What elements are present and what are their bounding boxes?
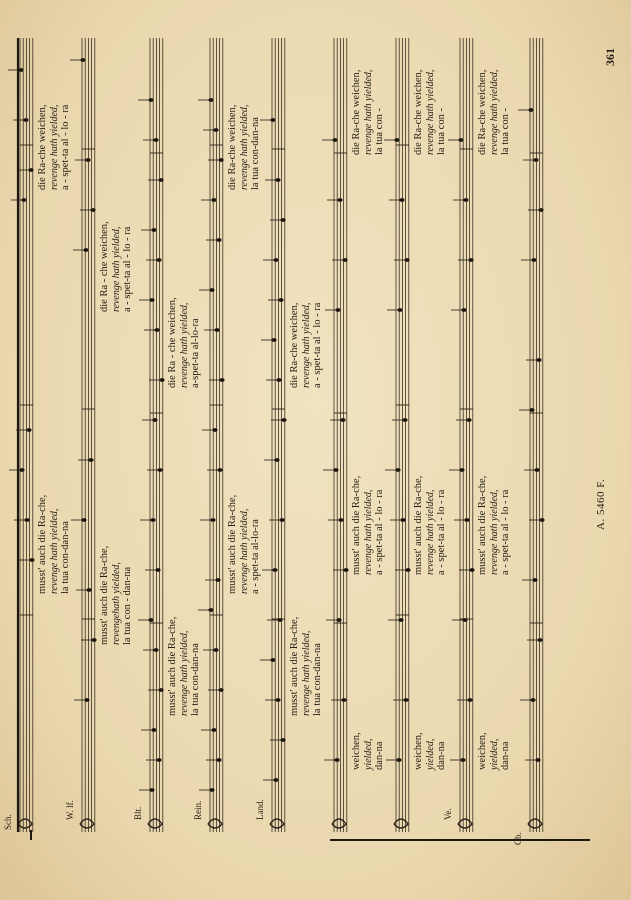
note-head [272, 568, 277, 572]
lyric-line: musst' auch die Ra-che, [351, 475, 362, 575]
note-head [81, 518, 86, 522]
note-head [26, 428, 31, 432]
note-head [464, 518, 469, 522]
note-head [270, 658, 275, 662]
lyric-line: revenge hath yielded, [362, 489, 374, 575]
note-head [531, 258, 536, 262]
note-head [86, 588, 91, 592]
note-head [462, 618, 467, 622]
note-head [23, 118, 28, 122]
note-head [216, 758, 221, 762]
note-head [469, 568, 474, 572]
lyric-line: die Ra-che weichen, [227, 104, 238, 190]
page-number: 361 [603, 48, 617, 66]
note-head [29, 558, 34, 562]
note-head [18, 68, 23, 72]
lyric-line: musst' auch die Ra-che, [477, 475, 488, 575]
note-head [394, 138, 399, 142]
lyric-line: revenge hath yielded, [110, 226, 122, 312]
instrument-label: Blt. [133, 806, 143, 820]
lyric-line: a-spet-ta al-lo-ra [190, 318, 201, 388]
lyric-line: yielded, [488, 738, 500, 770]
note-head [216, 238, 221, 242]
note-head [212, 428, 217, 432]
note-head [157, 468, 162, 472]
note-head [276, 378, 281, 382]
note-head [214, 328, 219, 332]
lyric-line: musst' auch die Ra-che, [227, 494, 238, 594]
lyric-line: die Ra-che weichen, [37, 104, 48, 190]
lyric-line: die Ra-che weichen, [477, 69, 488, 155]
note-head [273, 778, 278, 782]
lyric-line: musst' auch die Ra-che, [37, 494, 48, 594]
lyric-line: revenge hath yielded, [238, 104, 250, 190]
instrument-label: Ve. [443, 808, 453, 820]
note-head [155, 568, 160, 572]
lyric-line: revenge hath yielded, [178, 630, 190, 716]
note-head [85, 158, 90, 162]
note-head [333, 468, 338, 472]
note-head [156, 758, 161, 762]
lyric-line: la tua con-dan-na [312, 643, 323, 716]
note-head [342, 258, 347, 262]
note-head [404, 258, 409, 262]
note-head [468, 258, 473, 262]
note-head [402, 418, 407, 422]
note-head [536, 358, 541, 362]
note-head [151, 228, 156, 232]
note-head [539, 518, 544, 522]
note-head [278, 298, 283, 302]
note-head [153, 138, 158, 142]
note-head [340, 418, 345, 422]
lyric-line: la tua con - [500, 108, 511, 155]
instrument-label: W. lf. [65, 800, 75, 820]
note-head [91, 638, 96, 642]
note-head [19, 468, 24, 472]
note-head [210, 518, 215, 522]
note-head [403, 698, 408, 702]
note-head [88, 458, 93, 462]
lyric-line: dan-na [374, 741, 385, 770]
note-head [537, 638, 542, 642]
note-head [273, 258, 278, 262]
lyric-line: revenge hath yielded, [424, 69, 436, 155]
lyric-line: la tua con-dan-na [250, 117, 261, 190]
note-head [281, 418, 286, 422]
note-head [211, 198, 216, 202]
note-head [83, 248, 88, 252]
note-head [271, 338, 276, 342]
note-head [459, 468, 464, 472]
lyric-line: die Ra - che weichen, [167, 297, 178, 388]
note-head [528, 108, 533, 112]
note-head [399, 198, 404, 202]
plate-number: A. 5460 F. [595, 478, 607, 530]
lyric-line: a - spet-ta al - lo - ra [60, 104, 71, 190]
note-head [466, 418, 471, 422]
note-head [397, 308, 402, 312]
lyric-line: musst' auch die Ra-che, [413, 475, 424, 575]
note-head [158, 688, 163, 692]
note-head [218, 688, 223, 692]
note-head [343, 568, 348, 572]
lyric-line: weichen, [477, 732, 488, 770]
note-head [280, 218, 285, 222]
lyric-line: weichen, [351, 732, 362, 770]
note-head [335, 308, 340, 312]
note-head [398, 618, 403, 622]
instrument-label: Rein. [193, 800, 203, 820]
lyric-line: dan-na [500, 741, 511, 770]
note-head [219, 378, 224, 382]
note-head [149, 788, 154, 792]
note-head [395, 468, 400, 472]
note-head [461, 308, 466, 312]
lyric-line: a - spet-ta al - lo - ra [436, 489, 447, 575]
note-head [213, 648, 218, 652]
note-head [532, 578, 537, 582]
note-head [534, 468, 539, 472]
lyric-line: musst' auch die Ra-che, [289, 616, 300, 716]
lyric-line: la tua con-dan-na [60, 521, 71, 594]
lyric-line: revengehath yielded, [110, 562, 122, 645]
note-head [458, 138, 463, 142]
note-head [209, 288, 214, 292]
note-head [529, 408, 534, 412]
note-head [24, 518, 29, 522]
note-head [149, 298, 154, 302]
note-head [334, 758, 339, 762]
note-head [208, 608, 213, 612]
lyric-line: revenge hath yielded, [362, 69, 374, 155]
lyric-line: a - spet-ta al - lo - ra [122, 226, 133, 312]
note-head [213, 128, 218, 132]
lyric-line: revenge hath yielded, [300, 630, 312, 716]
lyric-line: revenge hath yielded, [238, 508, 250, 594]
note-head [530, 698, 535, 702]
lyric-line: a - spet-ta al - lo - ra [500, 489, 511, 575]
note-head [405, 568, 410, 572]
lyric-line: die Ra-che weichen, [289, 302, 300, 388]
note-head [279, 518, 284, 522]
lyric-line: revenge hath yielded, [488, 489, 500, 575]
lyric-line: a - spet-ta al-lo-ra [250, 519, 261, 594]
note-head [460, 758, 465, 762]
note-head [538, 208, 543, 212]
lyric-line: revenge hath yielded, [300, 302, 312, 388]
note-head [336, 618, 341, 622]
note-head [338, 518, 343, 522]
instrument-label: Land. [255, 799, 265, 820]
note-head [277, 618, 282, 622]
note-head [28, 168, 33, 172]
note-head [151, 728, 156, 732]
note-head [337, 198, 342, 202]
note-head [215, 578, 220, 582]
note-head [270, 118, 275, 122]
lyric-line: revenge hath yielded, [48, 104, 60, 190]
note-head [208, 98, 213, 102]
note-head [341, 698, 346, 702]
note-head [159, 378, 164, 382]
lyric-line: die Ra-che weichen, [351, 69, 362, 155]
lyric-line: musst' auch die Ra-che, [99, 545, 110, 645]
note-head [153, 648, 158, 652]
note-head [211, 728, 216, 732]
lyric-line: yielded, [362, 738, 374, 770]
note-head [21, 198, 26, 202]
note-head [84, 698, 89, 702]
lyric-line: yielded, [424, 738, 436, 770]
note-head [274, 458, 279, 462]
note-head [535, 758, 540, 762]
note-head [148, 98, 153, 102]
note-head [148, 618, 153, 622]
note-head [218, 158, 223, 162]
lyric-line: musst' auch die Ra-che, [167, 616, 178, 716]
note-head [150, 518, 155, 522]
note-head [467, 698, 472, 702]
note-head [400, 518, 405, 522]
lyric-line: la tua con - [374, 108, 385, 155]
lyric-line: la tua con - dan-na [122, 566, 133, 645]
note-head [80, 58, 85, 62]
lyric-line: a - spet-ta al - lo - ra [374, 489, 385, 575]
lyric-line: revenge hath yielded, [48, 508, 60, 594]
note-head [280, 738, 285, 742]
lyric-line: die Ra - che weichen, [99, 221, 110, 312]
lyric-line: weichen, [413, 732, 424, 770]
lyric-line: dan-na [436, 741, 447, 770]
lyric-line: la tua con-dan-na [190, 643, 201, 716]
lyric-line: revenge hath yielded, [424, 489, 436, 575]
lyric-line: die Ra-che weichen, [413, 69, 424, 155]
instrument-label: Sch. [3, 814, 13, 830]
lyric-line: la tua con - [436, 108, 447, 155]
note-head [217, 468, 222, 472]
note-head [533, 158, 538, 162]
note-head [154, 328, 159, 332]
note-head [275, 698, 280, 702]
lyric-line: revenge hath yielded, [488, 69, 500, 155]
note-head [158, 178, 163, 182]
note-head [275, 178, 280, 182]
lyric-line: a - spet-ta al - lo - ra [312, 302, 323, 388]
note-head [396, 758, 401, 762]
instrument-label: Cb. [513, 832, 523, 845]
note-head [332, 138, 337, 142]
note-head [152, 418, 157, 422]
note-head [463, 198, 468, 202]
note-head [90, 208, 95, 212]
note-head [156, 258, 161, 262]
note-head [209, 788, 214, 792]
lyric-line: revenge hath yielded, [178, 302, 190, 388]
